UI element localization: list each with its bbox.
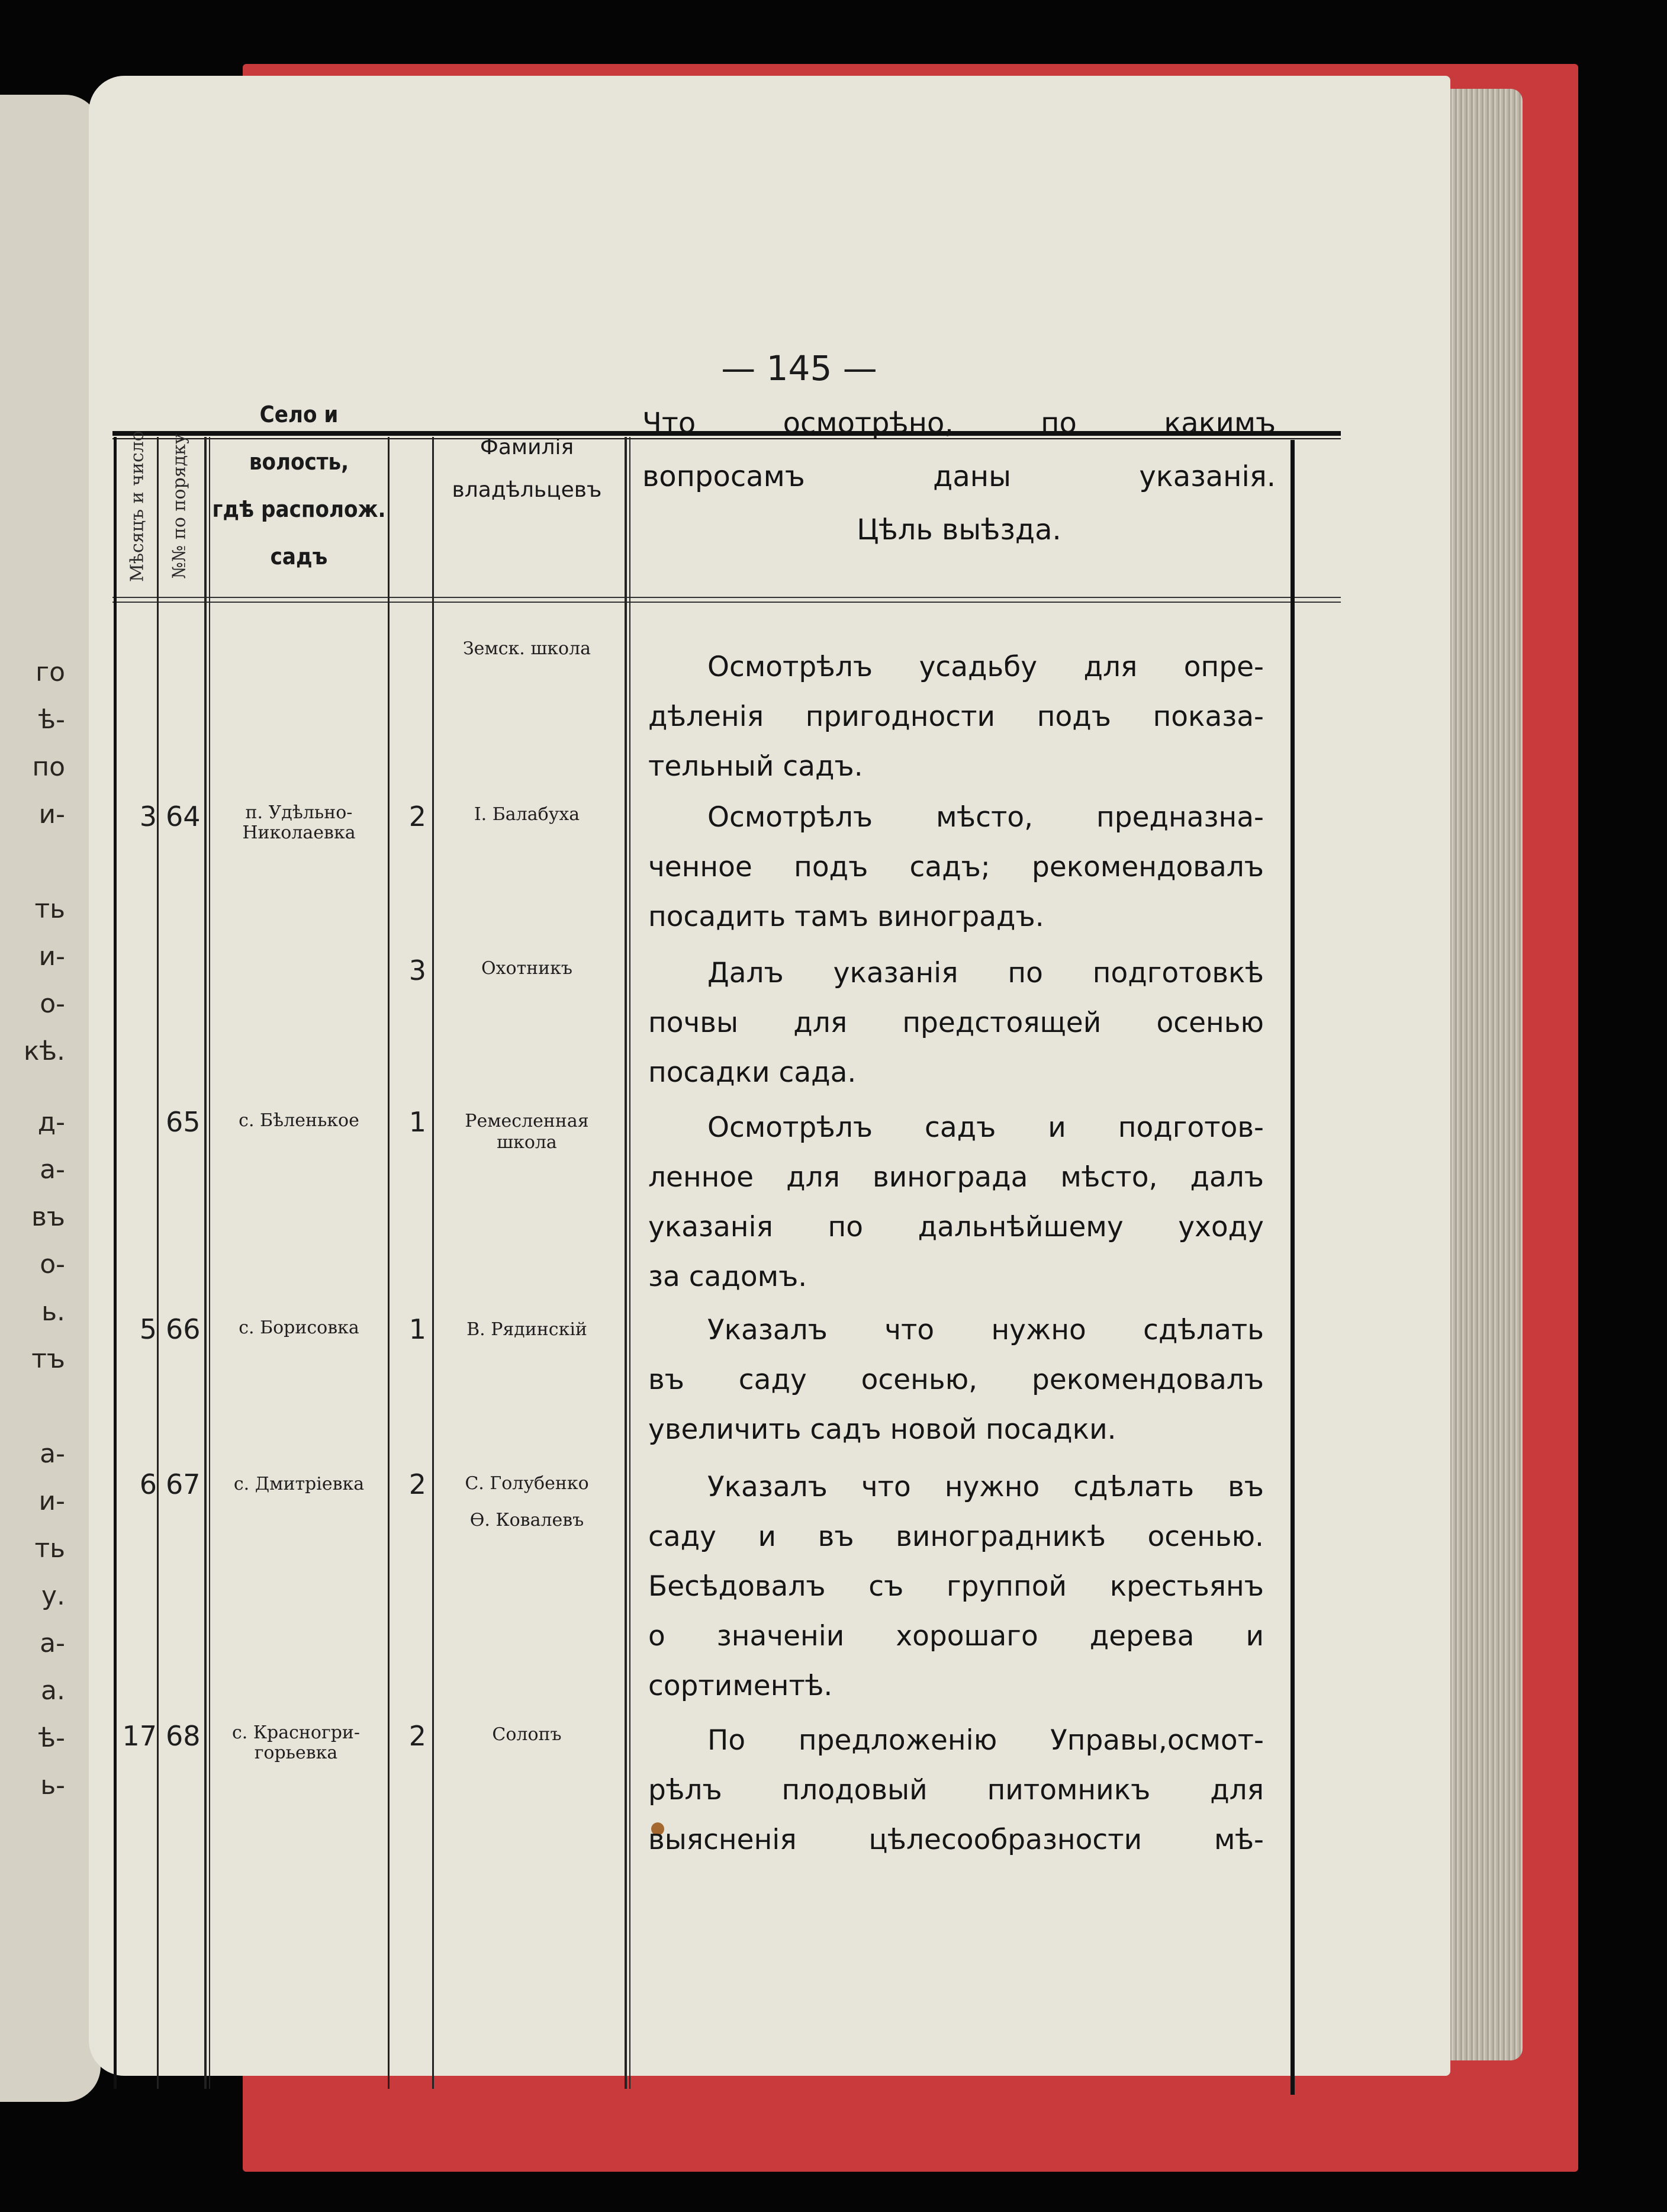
col-rule-2 xyxy=(204,437,207,2089)
description-paragraph xyxy=(648,642,1264,792)
col-rule-5 xyxy=(625,437,627,2089)
text-line: посадить тамъ виноградъ. xyxy=(648,901,1044,933)
text-line: ченное подъ садъ; рекомендовалъ xyxy=(648,851,1264,883)
text-line: Бесѣдовалъ съ группой крестьянъ xyxy=(648,1570,1264,1603)
col-rule-right xyxy=(1291,440,1295,2095)
col-rule-5b xyxy=(629,437,630,2089)
count-cell: 1 xyxy=(408,1106,426,1138)
header-description xyxy=(642,397,1276,557)
header-description-line: Что осмотрѣно, по какимъ xyxy=(642,407,1276,440)
description-paragraph xyxy=(648,1462,1264,1711)
header-village-line: Село и волость, xyxy=(249,401,349,475)
text-line: сортиментѣ. xyxy=(648,1670,833,1702)
left-page-fragment: кѣ. xyxy=(23,1036,65,1066)
left-page-fragment: ть xyxy=(34,894,65,924)
text-line: Осмотрѣлъ усадьбу для опре- xyxy=(707,651,1264,683)
text-line: Осмотрѣлъ садъ и подготов- xyxy=(707,1111,1264,1144)
owner-cell: Ремесленная школа xyxy=(465,1111,589,1153)
owner-cell: Земск. школа xyxy=(462,638,591,659)
left-page-edge xyxy=(0,95,101,2102)
text-line: увеличить садъ новой посадки. xyxy=(648,1413,1116,1446)
left-page-fragment: а- xyxy=(40,1155,65,1185)
owner-cell: В. Рядинскій xyxy=(466,1319,587,1340)
col-rule-left xyxy=(114,437,117,2089)
header-owner-line: Фамилія xyxy=(479,435,574,459)
page-number: — 145 — xyxy=(721,348,877,388)
left-page-fragment: д- xyxy=(37,1107,65,1137)
owner-cell: Солопъ xyxy=(492,1724,562,1745)
village-cell: п. Удѣльно-Николаевка xyxy=(242,802,356,843)
left-page-fragment: ѣ- xyxy=(38,1723,65,1753)
left-page-fragment: ь- xyxy=(40,1770,65,1801)
text-line: указанія по дальнѣйшему уходу xyxy=(648,1211,1264,1243)
text-line: выясненія цѣлесообразности мѣ- xyxy=(648,1824,1264,1856)
left-page-fragment: ть xyxy=(34,1533,65,1564)
col-rule-1 xyxy=(157,437,159,2089)
count-cell: 3 xyxy=(408,954,426,986)
text-line: о значеніи хорошаго дерева и xyxy=(648,1620,1264,1652)
owner-name: Ѳ. Ковалевъ xyxy=(469,1510,584,1531)
village-cell: с. Борисовка xyxy=(239,1317,359,1338)
village-cell: с. Дмитріевка xyxy=(233,1474,365,1494)
text-line: въ саду осенью, рекомендовалъ xyxy=(648,1364,1264,1396)
left-page-fragment: и- xyxy=(38,941,65,972)
text-line: дѣленія пригодности подъ показа- xyxy=(648,700,1264,733)
left-page-fragment: о- xyxy=(40,1249,65,1279)
count-cell: 2 xyxy=(408,1720,426,1752)
header-bottom-rule xyxy=(112,597,1341,598)
left-page-fragment: по xyxy=(32,752,65,782)
order-number-cell: 65 xyxy=(166,1106,201,1138)
header-owner xyxy=(435,426,619,512)
header-description-line: вопросамъ даны указанія. xyxy=(642,460,1276,493)
text-line: рѣлъ плодовый питомникъ для xyxy=(648,1774,1264,1806)
text-line: Указалъ что нужно сдѣлать въ xyxy=(707,1471,1264,1503)
village-cell: с. Бѣленькое xyxy=(239,1110,359,1131)
col-rule-2b xyxy=(209,437,210,2089)
count-cell: 2 xyxy=(408,1468,426,1500)
left-page-fragment: а. xyxy=(41,1676,65,1706)
count-cell: 1 xyxy=(408,1313,426,1345)
order-number-cell: 67 xyxy=(166,1468,201,1500)
month-cell: 6 xyxy=(139,1468,157,1500)
owner-name: С. Голубенко xyxy=(465,1473,589,1494)
header-description-line: Цѣль выѣзда. xyxy=(857,513,1061,546)
count-cell: 2 xyxy=(408,800,426,832)
header-village-line: гдѣ располож. xyxy=(212,496,386,522)
month-cell: 5 xyxy=(139,1313,157,1345)
description-paragraph xyxy=(648,793,1264,942)
left-page-fragment: а- xyxy=(40,1628,65,1658)
order-number-cell: 66 xyxy=(166,1313,201,1345)
text-line: саду и въ виноградникѣ осенью. xyxy=(648,1520,1264,1553)
text-line: Далъ указанія по подготовкѣ xyxy=(707,957,1264,989)
header-village xyxy=(210,391,388,580)
description-paragraph xyxy=(648,1716,1264,1865)
left-page-fragment: и- xyxy=(38,1486,65,1516)
owner-cell: Охотникъ xyxy=(481,958,572,979)
left-page-fragment: го xyxy=(35,657,65,687)
village-cell: с. Красногри-горьевка xyxy=(231,1722,361,1763)
owner-cell xyxy=(438,1462,616,1542)
header-month: Мѣсяцъ и число xyxy=(127,430,148,582)
description-paragraph xyxy=(648,1103,1264,1302)
text-line: По предложенію Управы,осмот- xyxy=(707,1724,1264,1757)
left-page-fragment: у. xyxy=(41,1581,65,1611)
text-line: за садомъ. xyxy=(648,1261,807,1293)
description-paragraph xyxy=(648,949,1264,1098)
text-line: Указалъ что нужно сдѣлать xyxy=(707,1314,1264,1346)
left-page-fragment: ь. xyxy=(41,1297,65,1327)
col-rule-4 xyxy=(432,437,434,2089)
header-village-line: садъ xyxy=(270,544,328,570)
left-page-fragment: о- xyxy=(40,989,65,1019)
month-cell: 3 xyxy=(139,800,157,832)
col-rule-3 xyxy=(388,437,390,2089)
owner-cell: I. Балабуха xyxy=(474,804,580,825)
order-number-cell: 68 xyxy=(166,1720,201,1752)
order-number-cell: 64 xyxy=(166,800,201,832)
header-order: №№ по порядку xyxy=(169,433,190,579)
text-line: почвы для предстоящей осенью xyxy=(648,1007,1264,1039)
text-line: тельный садъ. xyxy=(648,750,863,783)
left-page-fragment: а- xyxy=(40,1439,65,1469)
header-owner-line: владѣльцевъ xyxy=(452,478,602,502)
left-page-fragment: и- xyxy=(38,799,65,830)
header-bottom-rule-2 xyxy=(112,602,1341,603)
text-line: ленное для винограда мѣсто, далъ xyxy=(648,1161,1264,1194)
month-cell: 17 xyxy=(122,1720,157,1752)
left-page-fragment: ѣ- xyxy=(38,705,65,735)
text-line: Осмотрѣлъ мѣсто, предназна- xyxy=(707,801,1264,834)
description-paragraph xyxy=(648,1306,1264,1455)
left-page-fragment: тъ xyxy=(31,1344,65,1374)
text-line: посадки сада. xyxy=(648,1056,857,1089)
left-page-fragment: въ xyxy=(31,1202,65,1232)
